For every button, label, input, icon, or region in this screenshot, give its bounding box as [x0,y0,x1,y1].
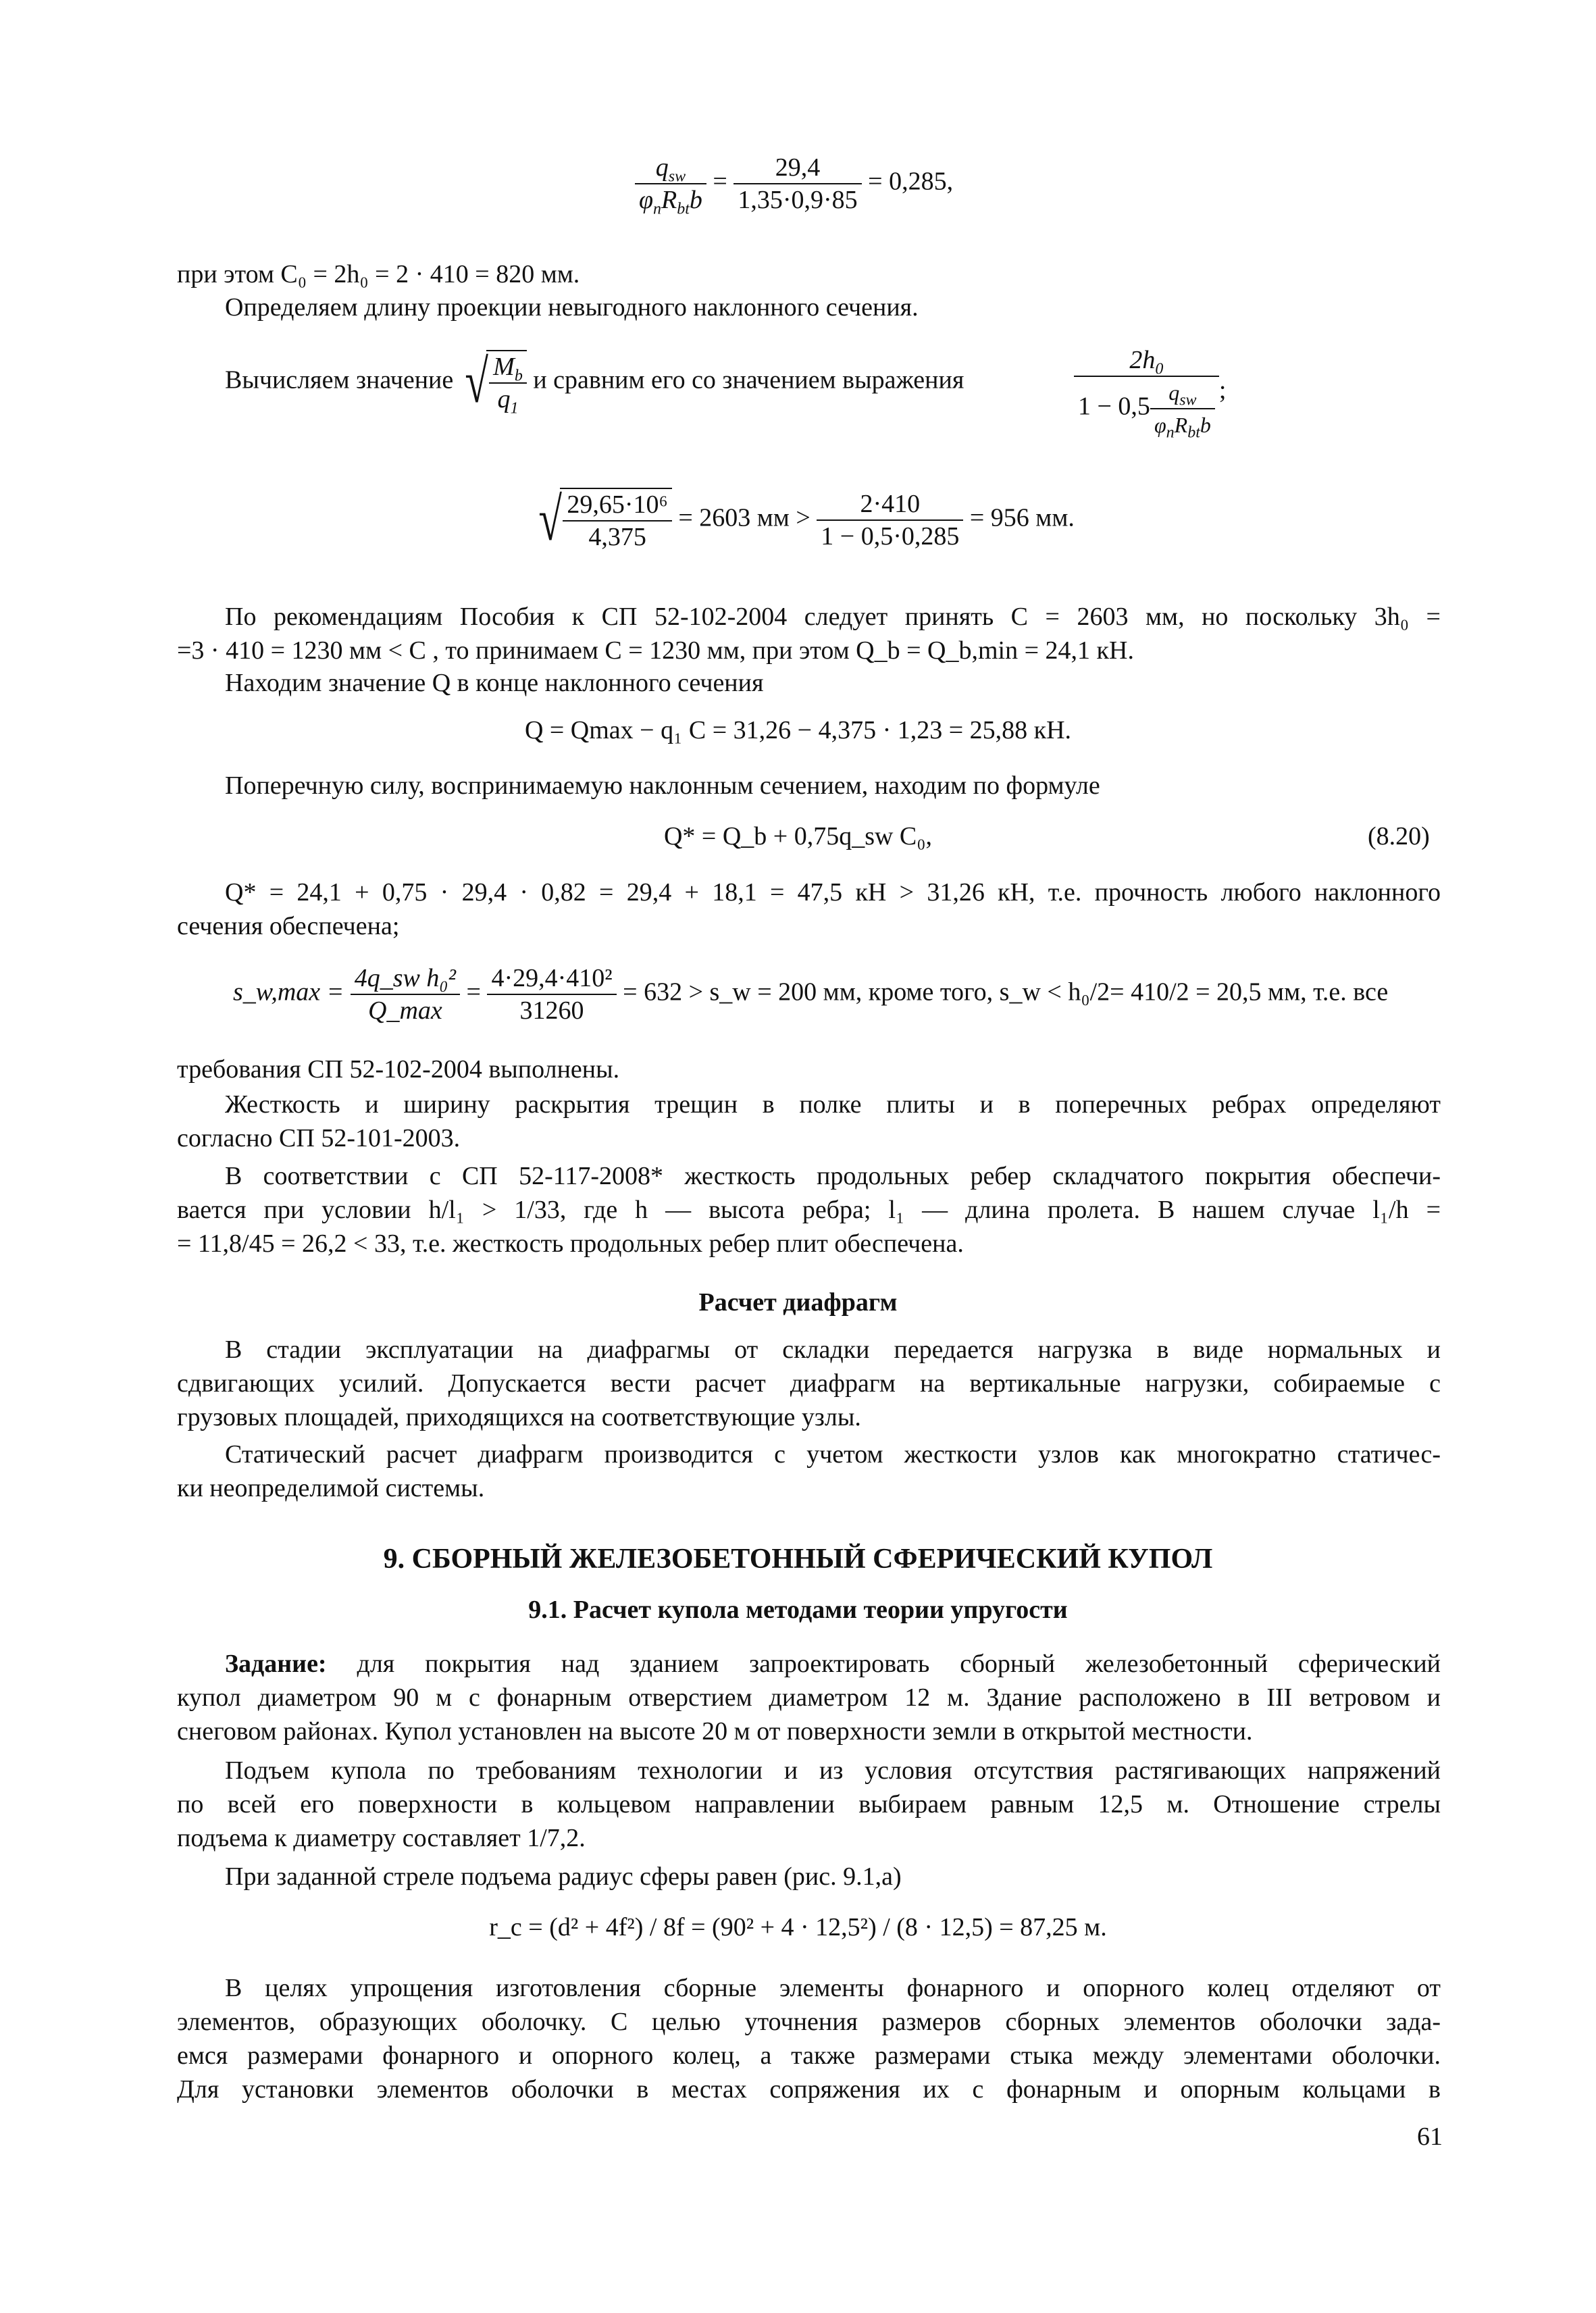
para-rise-l2: по всей его поверхности в кольцевом направлении выбираем равным 12,5 м. Отношение стрелы [177,1790,1441,1819]
para-ribs-l1: В соответствии с СП 52-117-2008* жесткость продольных ребер складчатого покрытия обеспечи- [225,1162,1441,1190]
para-recommendation-l1: По рекомендациям Пособия к СП 52-102-2004 следует принять C = 2603 мм, но поскольку 3h₀ = [225,603,1441,631]
para-find-q: Находим значение Q в конце наклонного сечения [225,669,764,697]
para-simplify-l3: емся размерами фонарного и опорного колец, а также размерами стыка между элементами оболочки. [177,2041,1441,2070]
para-ribs-l2: вается при условии h/l₁ > 1/33, где h — высота ребра; l₁ — длина пролета. В нашем случае l₁/h = [177,1196,1441,1224]
para-shear-force: Поперечную силу, воспринимаемую наклонным сечением, находим по формуле [225,771,1100,800]
formula-radius: r_c = (d² + 4f²) / 8f = (90² + 4 · 12,5²) / (8 · 12,5) = 87,25 м. [489,1913,1107,1941]
para-simplify-l1: В целях упрощения изготовления сборные элементы фонарного и опорного колец отделяют от [225,1974,1441,2002]
para-ribs-l3: = 11,8/45 = 26,2 < 33, т.е. жесткость продольных ребер плит обеспечена. [177,1229,964,1258]
formula-sqrt-comparison: √ $\frac{\text{29,65·10⁶}}{4,375}$ = 2603 мм > $\frac{2\cdot 410}{1 - 0,5\cdot 0,285}$ = 956 мм. [538,486,1075,553]
para-diaphragm-l3: грузовых площадей, приходящихся на соответствующие узлы. [177,1403,861,1431]
heading-diaphragm: Расчет диафрагм [698,1288,898,1317]
line-compute-value: Вычисляем значение √ $\frac{M_b}{q_1}$ и сравним его со значением выражения [225,349,964,417]
para-rise-l1: Подъем купола по требованиям технологии и из условия отсутствия растягивающих напряжений [225,1756,1441,1785]
formula-q-star: Q* = Q_b + 0,75q_sw C₀, [663,822,933,850]
formula-2h0-expression: $2h_0$ 1 − 0,5 $\frac{q_{sw}}{\varphi_nR_{bt}b}$ ; [1074,345,1226,440]
task-label: Задание: [225,1650,327,1678]
formula-sw-max: s_w,max = $\frac{\text{4q\_sw h₀²}}{Q\_\max}$ = $\frac{\text{4·29,4·410²}}{31260}$ = 632 > s_w = 200 мм, кроме того, s_w < h₀/2= 410/2 = 20,5 мм, т.е. все [233,964,1389,1025]
line-c0: при этом C₀ = 2h₀ = 2 · 410 = 820 мм. [177,260,580,288]
heading-section-9: 9. СБОРНЫЙ ЖЕЛЕЗОБЕТОННЫЙ СФЕРИЧЕСКИЙ КУПОЛ [383,1544,1213,1575]
para-task-l3: снеговом районах. Купол установлен на высоте 20 м от поверхности земли в открытой местности. [177,1717,1253,1746]
para-requirements-met: требования СП 52-102-2004 выполнены. [177,1055,620,1084]
para-static-l1: Статический расчет диафрагм производится с учетом жесткости узлов как многократно статичес- [225,1440,1441,1469]
line-define-projection: Определяем длину проекции невыгодного наклонного сечения. [225,293,919,322]
para-diaphragm-l1: В стадии эксплуатации на диафрагмы от складки передается нагрузка в виде нормальных и [225,1336,1441,1364]
formula-q-end: Q = Qmax − q₁ C = 31,26 − 4,375 · 1,23 = 25,88 кН. [524,716,1072,744]
para-task-l1: Задание: для покрытия над зданием запроектировать сборный железобетонный сферический [225,1650,1441,1678]
para-stiffness-l1: Жесткость и ширину раскрытия трещин в полке плиты и в поперечных ребрах определяют [225,1090,1441,1119]
para-simplify-l2: элементов, образующих оболочку. С целью уточнения размеров сборных элементов оболочки зада- [177,2008,1441,2036]
para-task-l2: купол диаметром 90 м с фонарным отверстием диаметром 12 м. Здание расположено в III ветровом и [177,1683,1441,1712]
equation-number: (8.20) [1368,822,1430,850]
para-static-l2: ки неопределимой системы. [177,1474,485,1502]
para-rise-l3: подъема к диаметру составляет 1/7,2. [177,1824,586,1852]
para-diaphragm-l2: сдвигающих усилий. Допускается вести расчет диафрагм на вертикальные нагрузки, собираемые с [177,1369,1441,1398]
page-number: 61 [1417,2123,1443,2151]
formula-qsw-ratio: $\frac{q_{sw}}{\varphi_nR_{bt}b}$ = $\frac{29,4}{1,35\cdot 0,9\cdot 85}$ = 0,285, [635,152,953,215]
para-simplify-l4: Для установки элементов оболочки в местах сопряжения их с фонарным и опорным кольцами в [177,2075,1441,2104]
para-recommendation-l2: =3 · 410 = 1230 мм < C , то принимаем C = 1230 мм, при этом Q_b = Q_b,min = 24,1 кН. [177,636,1134,665]
para-stiffness-l2: согласно СП 52-101-2003. [177,1124,461,1152]
para-q-star-calc-l2: сечения обеспечена; [177,912,400,940]
para-q-star-calc-l1: Q* = 24,1 + 0,75 · 29,4 · 0,82 = 29,4 + 18,1 = 47,5 кН > 31,26 кН, т.е. прочность любого наклонного [225,878,1441,907]
para-radius: При заданной стреле подъема радиус сферы равен (рис. 9.1,а) [225,1862,902,1891]
heading-section-9-1: 9.1. Расчет купола методами теории упругости [528,1596,1068,1624]
